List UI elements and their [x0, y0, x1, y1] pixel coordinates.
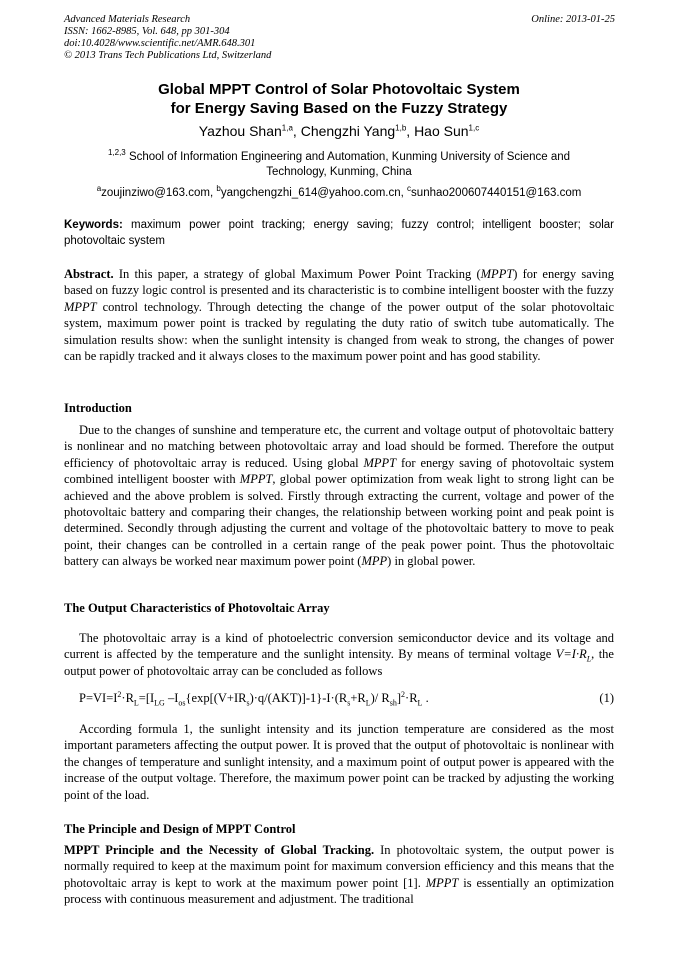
formula-sub: L: [586, 654, 592, 664]
abstract-text: ) for energy saving based on fuzzy logic control is presented and its characteristic is to combine intelligent booster with the fuzzy: [64, 267, 615, 298]
abstract: [64, 266, 614, 364]
issn: ISSN: 1662-8985, Vol. 648, pp 301-304: [64, 26, 230, 37]
principle-paragraph: [64, 842, 614, 908]
eq-sub: L: [417, 698, 423, 708]
author-list: Yazhou Shan$^{1,a}$, Chengzhi Yang$^{1,b}$, Hao Sun$^{1,c}$: [198, 123, 480, 139]
journal-name: Advanced Materials Research: [64, 14, 191, 25]
eq-part: ·R: [405, 691, 418, 705]
intro-term: MPPT: [363, 455, 397, 470]
email-address[interactable]: yangchengzhi_614@yahoo.com.cn: [220, 187, 401, 199]
output-paragraph-2: According formula 1, the sunlight intensity and its junction temperature are considered as the most important parameters affecting the output power. It is proved that the output of photovoltaic is nonlinear with the changes of temperature and sunlight intensity, and a maximum point of output power is appeared with the increase of the output voltage. Therefore, the maximum power point can be tracked by adjusting the working point of the load.: [64, 722, 614, 802]
section-heading-output: The Output Characteristics of Photovoltaic Array: [64, 601, 330, 615]
doi: doi:10.4028/www.scientific.net/AMR.648.301: [64, 38, 256, 49]
equation-number: (1): [599, 691, 614, 705]
eq-sup: 2: [117, 689, 122, 699]
intro-paragraph: [64, 422, 614, 570]
eq-part: )·q/(AKT)]-1}-I·(R: [249, 691, 348, 705]
abstract-label: Abstract.: [64, 267, 114, 281]
online-date: Online: 2013-01-25: [531, 14, 615, 25]
eq-part: {exp[(V+IR: [185, 691, 247, 705]
author-name: Hao Sun: [414, 123, 469, 139]
eq-sub: os: [178, 698, 186, 708]
email-list: $^a$zoujinziwo@163.com, $^b$yangchengzhi_614@yahoo.com.cn, $^c$sunhao200607440151@163.com: [96, 184, 582, 199]
eq-sub: sh: [389, 698, 397, 708]
email-address[interactable]: zoujinziwo@163.com: [101, 187, 210, 199]
principle-term: MPPT: [425, 875, 459, 890]
keywords: [64, 217, 614, 249]
equation-1: [79, 691, 614, 706]
section-heading-introduction: Introduction: [64, 401, 132, 415]
principle-text: is essentially an optimization process with continuous measurement and adjustment. The traditional: [64, 875, 614, 907]
email-sup: b: [216, 184, 221, 194]
keywords-text: maximum power point tracking; energy saving; fuzzy control; intelligent booster; solar photovoltaic system: [64, 219, 614, 247]
eq-part: .: [422, 691, 429, 705]
affiliation: [94, 150, 584, 180]
journal-meta: [64, 14, 271, 62]
inline-formula: [555, 647, 592, 664]
abstract-term: MPPT: [64, 299, 97, 314]
eq-part: –I: [164, 691, 179, 705]
intro-text: ) in global power.: [387, 554, 476, 569]
eq-sub: s: [246, 698, 250, 708]
author-name: Chengzhi Yang: [300, 123, 396, 139]
eq-part: ]: [396, 691, 402, 705]
copyright: © 2013 Trans Tech Publications Ltd, Switzerland: [64, 50, 272, 61]
output-text: The photovoltaic array is a kind of photoelectric conversion semiconductor device and its voltage and current is affected by the temperature and the sunlight intensity. By means of terminal voltage: [64, 631, 614, 662]
subsection-heading: MPPT Principle and the Necessity of Global Tracking.: [64, 843, 375, 857]
eq-sup: 2: [401, 689, 406, 699]
output-paragraph-1: [64, 630, 614, 679]
author-name: Yazhou Shan: [198, 123, 282, 139]
eq-sub: s: [347, 698, 351, 708]
abstract-text: control technology. Through detecting the change of the power output of the solar photovoltaic system, maximum power point is tracked by regulating the duty ratio of switch tube automatically. The simulation results show: when the sunlight intensity is changed from weak to strong, the changes of power can be rapidly tracked and it always closes to the maximum power point and has good stability.: [64, 299, 614, 364]
principle-text: In photovoltaic system, the output power is normally required to keep at the maximum point for maximum conversion efficiency and this means that the photovoltaic array is kept to work at the maximum power point [1].: [64, 843, 614, 890]
eq-part: +R: [350, 691, 366, 705]
paper-title: [64, 80, 614, 118]
eq-sub: L: [365, 698, 371, 708]
email-sup: c: [407, 184, 412, 194]
email-sup: a: [96, 184, 102, 194]
eq-sub: L: [133, 698, 139, 708]
author-sup: 1,c: [468, 123, 480, 133]
intro-text: , global power optimization from weak light to strong light can be achieved and the above problem is solved. Firstly through extracting the current, voltage and power of the photovoltaic battery and comparing their changes, the relationship between working point and peak point is determined. Secondly through adjusting the current and voltage of the photovoltaic battery to move to peak point, their changes can be controlled in a certain range of the peak power point. Thus the photovoltaic battery can always be worked near maximum power point (: [64, 472, 614, 569]
email-address[interactable]: sunhao200607440151@163.com: [411, 187, 582, 199]
intro-text: Due to the changes of sunshine and temperature etc, the current and voltage output of photovoltaic battery is nonlinear and no matching between photovoltaic array and load should be formed. Therefore the output efficiency of photovoltaic array is reduced. Using global: [64, 423, 614, 470]
eq-part: P=VI=I: [79, 691, 118, 705]
formula-text: V=I·R: [555, 647, 587, 662]
affiliation-sup: 1,2,3: [107, 148, 126, 158]
affiliation-text: School of Information Engineering and Automation, Kunming University of Science and Technology, Kunming, China: [128, 151, 571, 178]
abstract-term: MPPT: [480, 267, 514, 281]
eq-part: )/ R: [370, 691, 390, 705]
eq-part: =[I: [138, 691, 155, 705]
output-text: , the output power of photovoltaic array can be concluded as follows: [64, 647, 614, 678]
intro-term: MPP: [361, 554, 388, 569]
title-line-2: for Energy Saving Based on the Fuzzy Strategy: [170, 100, 508, 117]
abstract-text: In this paper, a strategy of global Maximum Power Point Tracking (: [118, 267, 481, 281]
keywords-label: Keywords:: [64, 219, 123, 231]
section-heading-principle: The Principle and Design of MPPT Control: [64, 822, 296, 836]
title-line-1: Global MPPT Control of Solar Photovoltaic System: [158, 81, 520, 98]
intro-term: MPPT: [239, 472, 273, 487]
author-sup: 1,a: [281, 123, 293, 133]
eq-sub: LG: [154, 698, 165, 708]
author-sup: 1,b: [395, 123, 407, 133]
intro-text: for energy saving of photovoltaic system combined intelligent booster with: [64, 455, 614, 487]
eq-part: ·R: [121, 691, 134, 705]
